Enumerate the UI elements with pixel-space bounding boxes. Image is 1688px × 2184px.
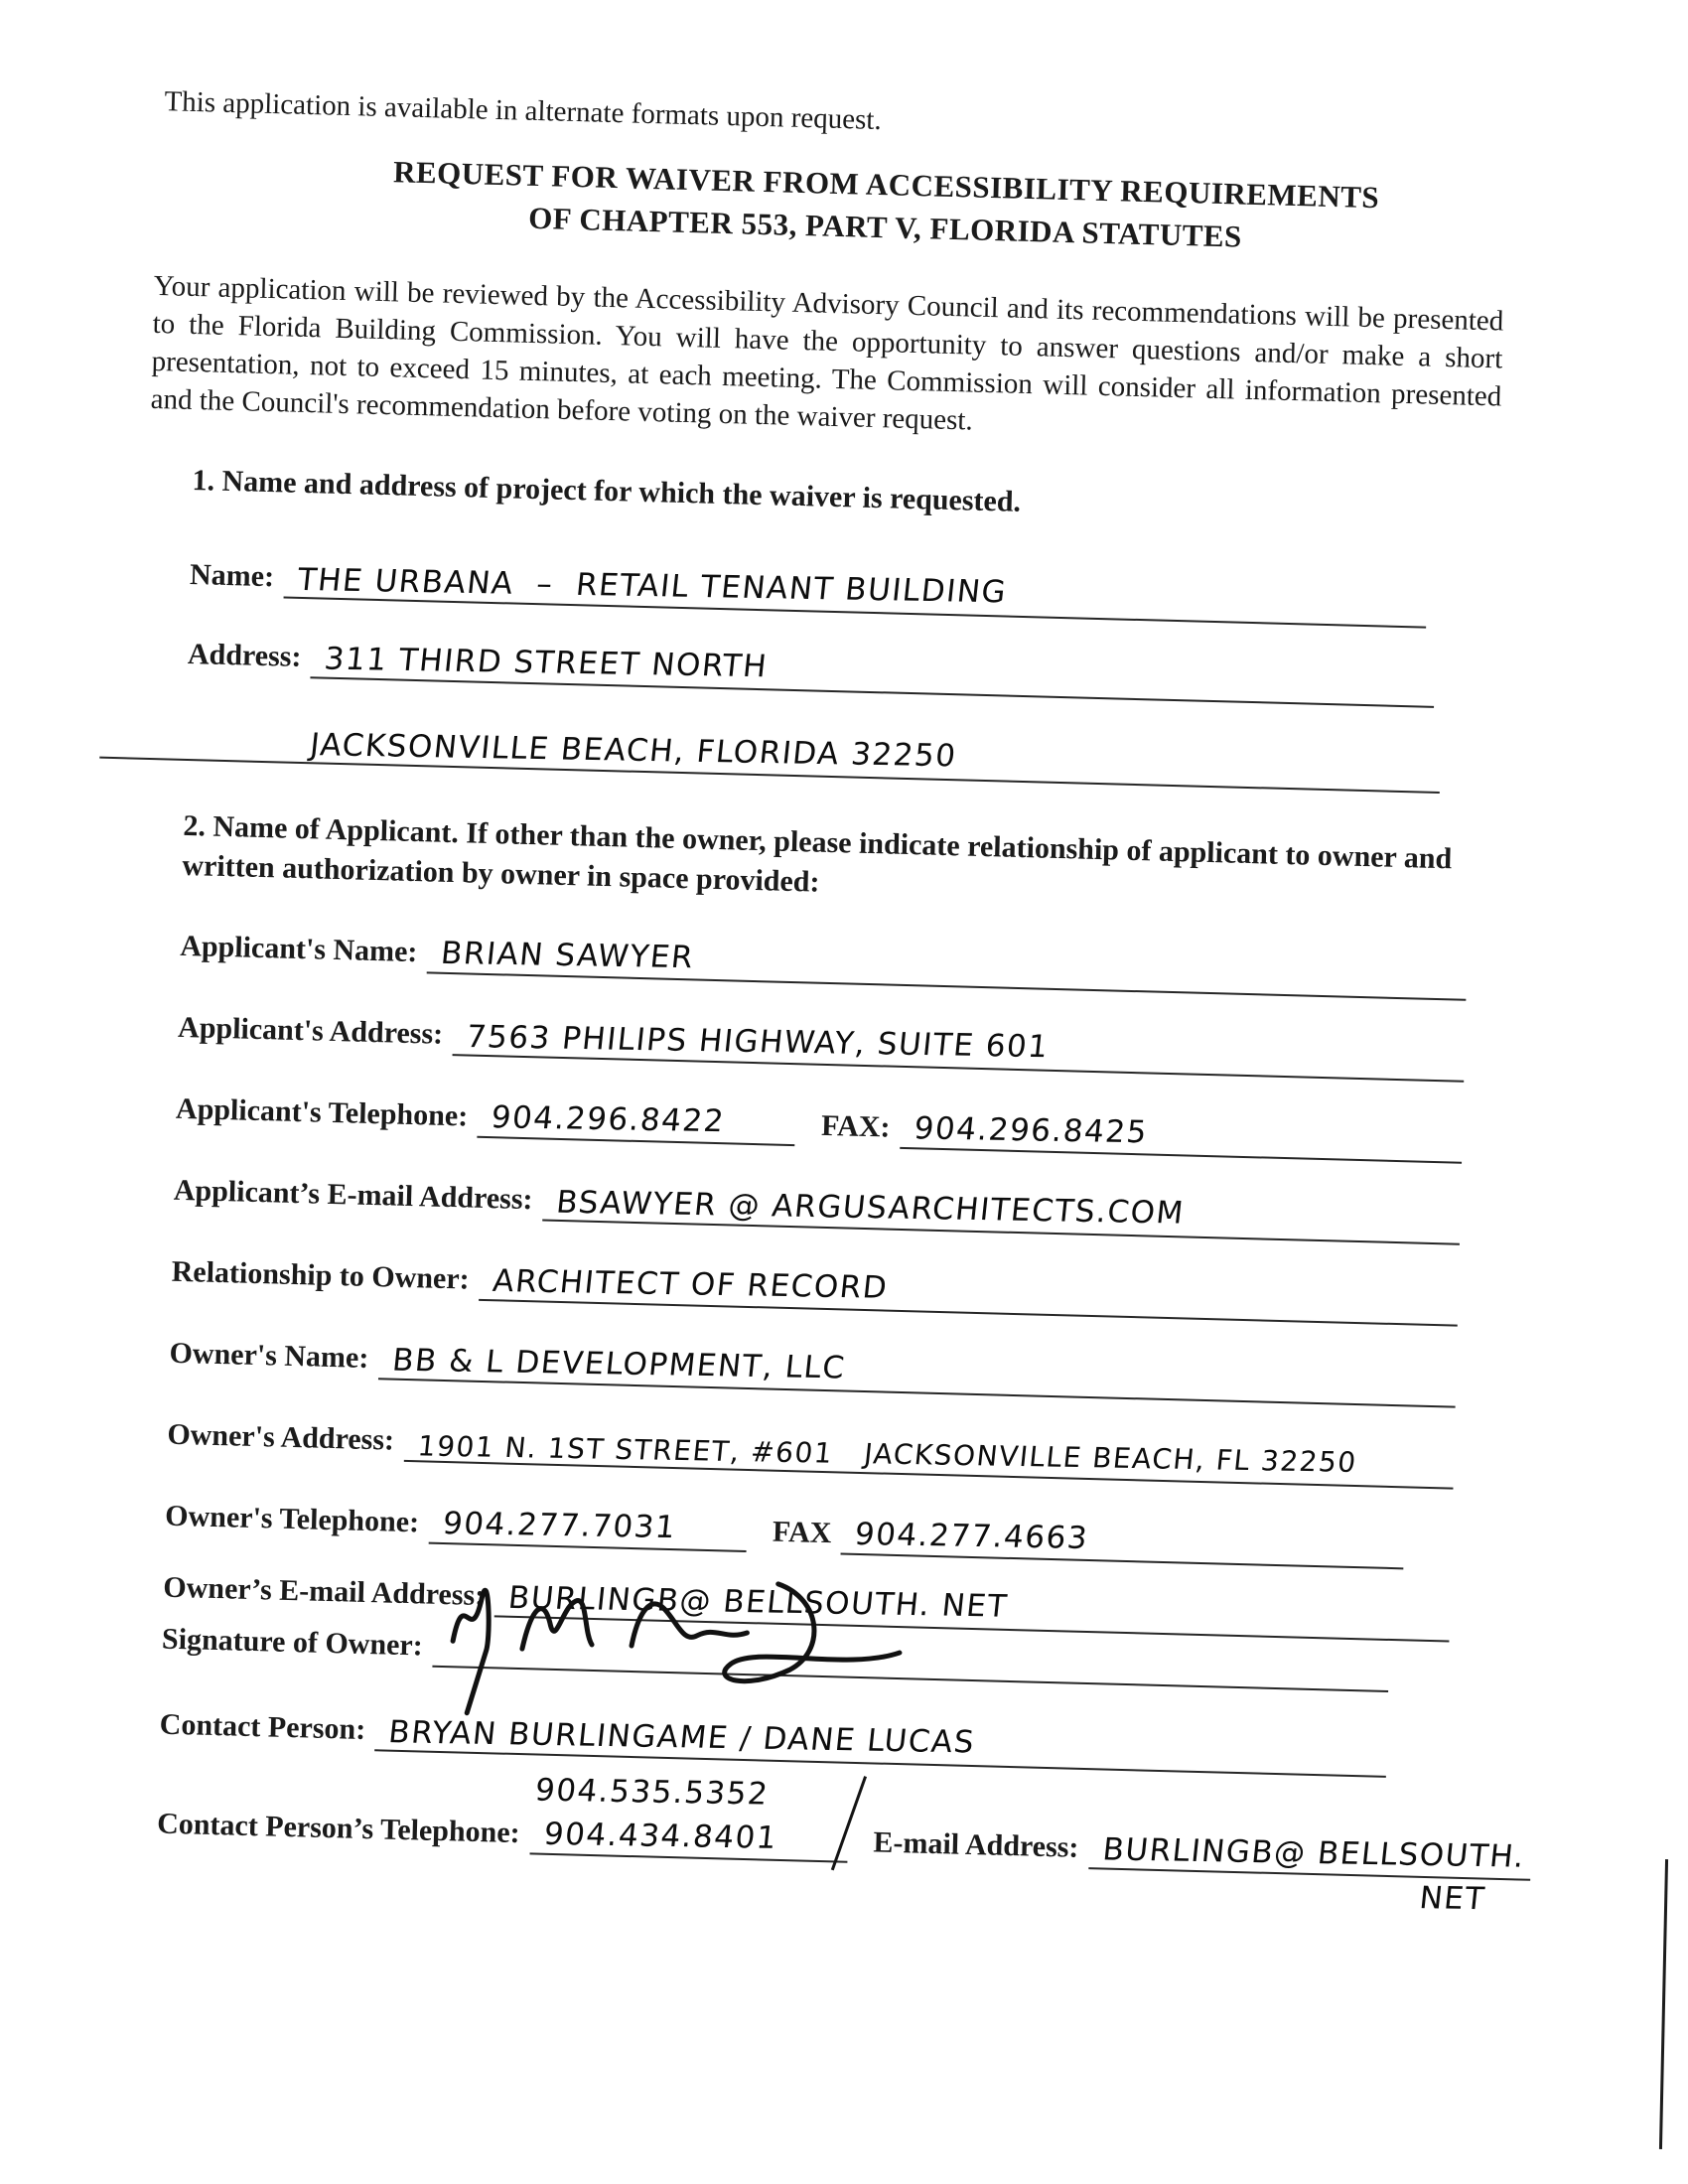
owner-address-label: Owner's Address: [167,1417,395,1457]
owner-telephone-label: Owner's Telephone: [164,1499,420,1539]
scan-artifact-line [1659,1859,1668,2149]
applicant-telephone-label: Applicant's Telephone: [175,1092,469,1133]
applicant-name-value: BRIAN SAWYER [439,935,697,976]
applicant-fax-field [900,1109,1463,1164]
applicant-address-field [453,1016,1466,1083]
section2-heading: 2. Name of Applicant. If other than the owner, please indicate relationship of applicant to owner and written authorization by owner in space provided: [182,808,1453,899]
intro-paragraph: Your application will be reviewed by the Accessibility Advisory Council and its recommendations will be presented to the Florida Building Commission. You will have the opportunity to answer questions and/or make a short presentation, not to exceed 15 minutes, at each meeting. The Commission will consider all information presented and the Council's recommendation before voting on the waiver request. [150,269,1504,437]
relationship-row [171,1239,1459,1327]
signature-scribble-icon [425,1545,1064,1711]
applicant-email-field [542,1182,1461,1245]
owner-signature-label: Signature of Owner: [161,1622,424,1663]
project-name-value: THE URBANA – RETAIL TENANT BUILDING [295,561,1009,611]
applicant-name-label: Applicant's Name: [179,929,418,969]
form-title-line1: REQUEST FOR WAIVER FROM ACCESSIBILITY REQUIREMENTS [392,154,1380,216]
project-name-row [190,542,1428,629]
relationship-field [479,1261,1459,1327]
project-address-row [187,622,1435,708]
applicant-fax-label: FAX: [820,1108,891,1144]
project-name-label: Name: [189,557,275,594]
project-address-value-line2: JACKSONVILLE BEACH, FLORIDA 32250 [308,727,959,775]
applicant-fax-value: 904.296.8425 [912,1110,1150,1151]
owner-telephone-field [429,1505,748,1552]
relationship-value: ARCHITECT OF RECORD [491,1262,891,1306]
form-title [155,144,1507,265]
owner-name-value: BB & L DEVELOPMENT, LLC [390,1342,848,1386]
contact-telephone-alt-value: 904.535.5352 [532,1772,771,1813]
applicant-address-label: Applicant's Address: [177,1010,444,1051]
project-address-value-line1: 311 THIRD STREET NORTH [323,641,771,685]
handwritten-slash [830,1776,866,1870]
contact-person-field [375,1711,1387,1778]
owner-signature [425,1545,1064,1716]
contact-telephone-row [156,1772,1527,1918]
contact-telephone-field [529,1772,848,1862]
contact-person-label: Contact Person: [159,1707,366,1747]
owner-name-row [169,1321,1457,1408]
contact-email-label: E-mail Address: [873,1825,1079,1864]
project-address-field2 [99,719,1441,794]
applicant-telephone-row [175,1077,1463,1164]
applicant-email-row [173,1158,1461,1245]
contact-email-value: BURLINGB@ BELLSOUTH. [1100,1831,1527,1875]
contact-email-field [1088,1829,1531,1918]
project-address-field [311,639,1435,708]
applicant-address-row [178,995,1466,1083]
applicant-address-value: 7563 PHILIPS HIGHWAY, SUITE 601 [464,1019,1052,1066]
applicant-name-field [427,934,1468,1000]
form-title-line2: OF CHAPTER 553, PART V, FLORIDA STATUTES [527,200,1243,254]
contact-telephone-value: 904.434.8401 [541,1816,779,1856]
applicant-name-row [180,914,1468,1001]
project-address-row2 [89,704,1441,794]
owner-email-label: Owner’s E-mail Address: [162,1570,486,1613]
owner-name-field [378,1340,1457,1407]
owner-fax-label: FAX [772,1515,832,1550]
waiver-request-form [113,85,1527,1918]
applicant-email-label: Applicant’s E-mail Address: [173,1173,533,1217]
relationship-label: Relationship to Owner: [171,1254,471,1296]
contact-telephone-label: Contact Person’s Telephone: [156,1807,521,1850]
applicant-telephone-field [478,1098,796,1146]
applicant-email-value: BSAWYER @ ARGUSARCHITECTS.COM [554,1184,1187,1232]
owner-address-value: 1901 N. 1ST STREET, #601 JACKSONVILLE BEACH, FL 32250 [415,1429,1359,1479]
project-address-label: Address: [187,637,302,673]
owner-name-label: Owner's Name: [169,1336,369,1375]
contact-person-value: BRYAN BURLINGAME / DANE LUCAS [387,1714,978,1761]
owner-email-value: BURLINGB@ BELLSOUTH. NET [506,1579,1010,1625]
applicant-telephone-value: 904.296.8422 [490,1099,728,1140]
section1-heading: 1. Name and address of project for which the waiver is requested. [192,464,1022,518]
contact-email-value-line2: NET [1418,1880,1488,1918]
alternate-formats-notice: This application is available in alternate formats upon request. [164,85,883,137]
project-name-field [283,558,1427,628]
owner-address-field [403,1425,1454,1490]
owner-telephone-value: 904.277.7031 [441,1506,678,1546]
owner-address-row [167,1402,1455,1490]
owner-fax-value: 904.277.4663 [853,1516,1091,1556]
